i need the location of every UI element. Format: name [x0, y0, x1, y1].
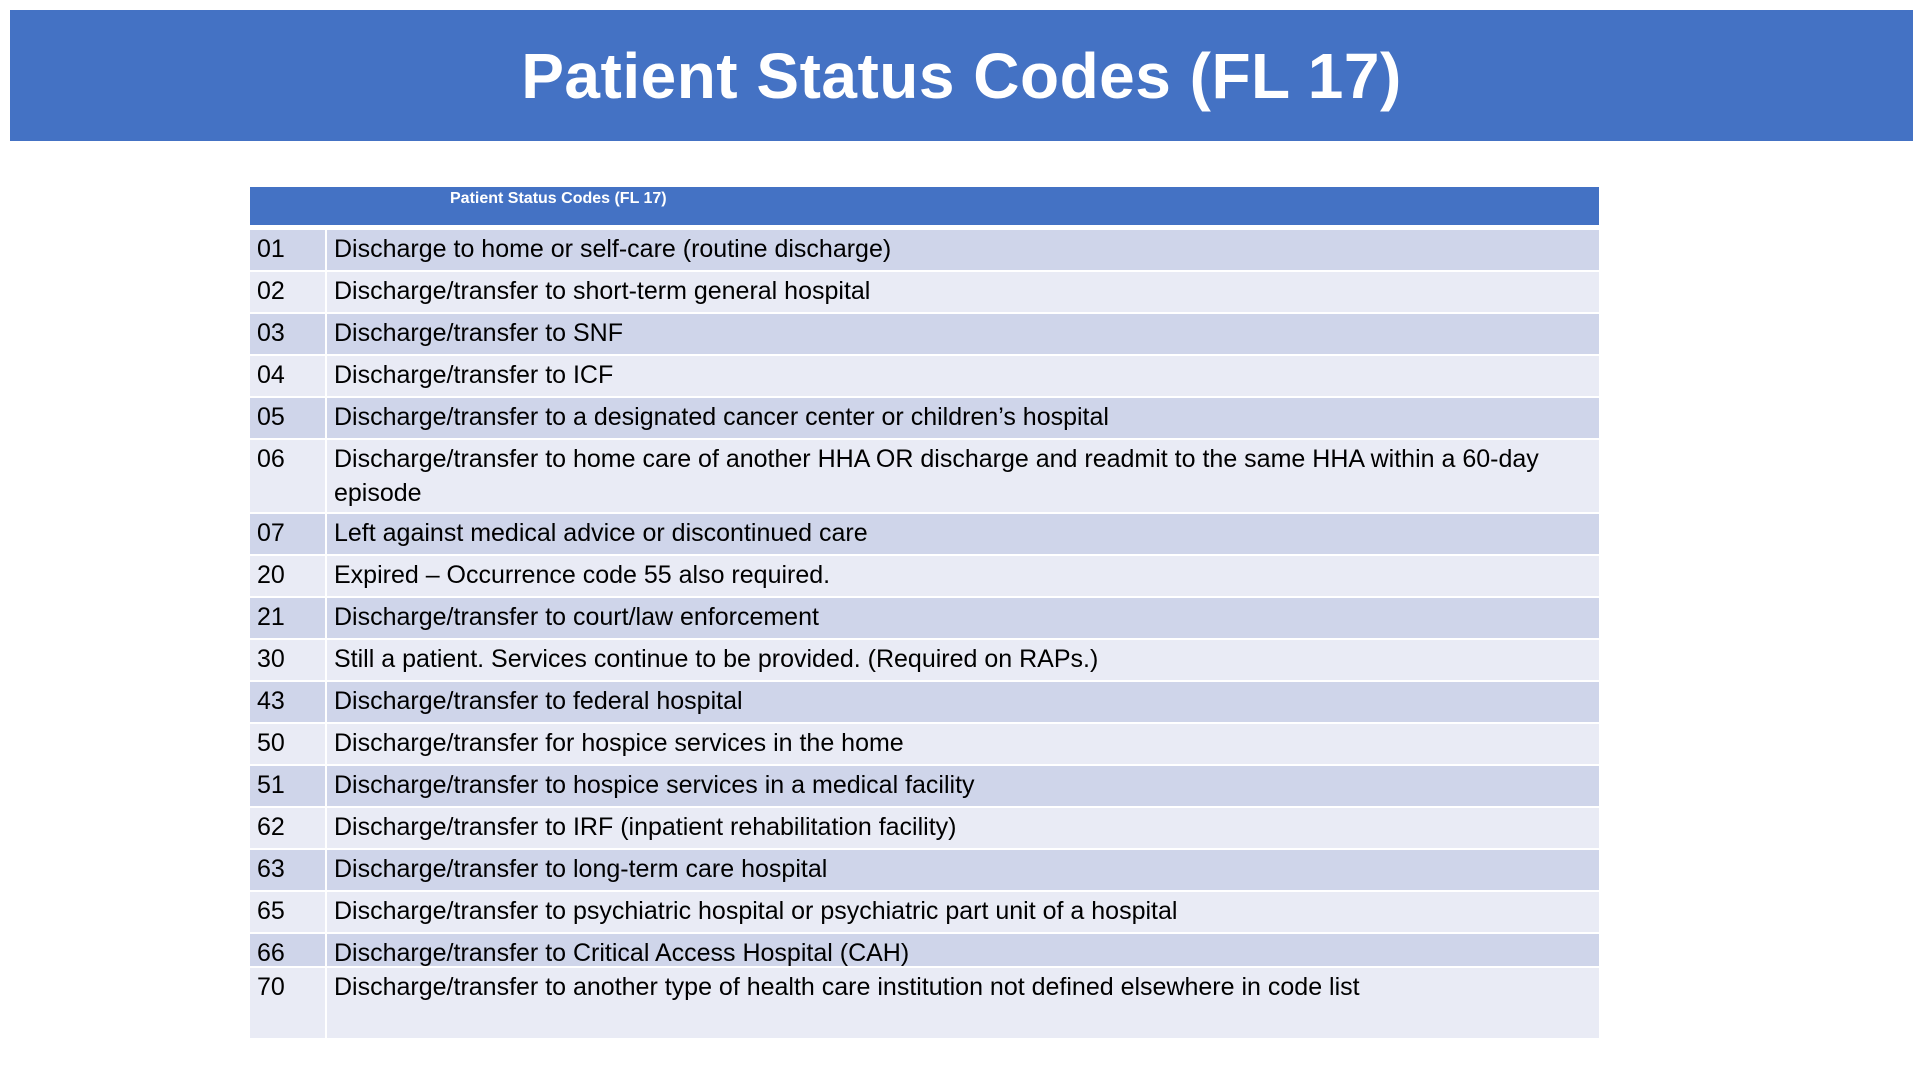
status-description: Discharge/transfer to long-term care hospital: [334, 855, 828, 883]
table-row: [250, 514, 1599, 556]
status-code: 21: [250, 598, 327, 638]
table-row: [250, 892, 1599, 934]
status-code: 70: [250, 968, 327, 1038]
table-row: [250, 230, 1599, 272]
table-header-label: Patient Status Codes (FL 17): [450, 190, 667, 207]
status-code: 20: [250, 556, 327, 596]
table-row: [250, 640, 1599, 682]
status-description: Discharge/transfer to a designated cancer center or children’s hospital: [334, 403, 1109, 431]
table-row: [250, 766, 1599, 808]
status-description: Discharge/transfer to ICF: [334, 361, 614, 389]
status-code: 05: [250, 398, 327, 438]
slide-title: Patient Status Codes (FL 17): [521, 39, 1402, 112]
status-description: Discharge/transfer for hospice services in the home: [334, 729, 904, 757]
status-code: 50: [250, 724, 327, 764]
table-body: [250, 230, 1599, 1040]
status-code: 03: [250, 314, 327, 354]
status-code: 51: [250, 766, 327, 806]
status-description: Expired – Occurrence code 55 also required.: [334, 561, 831, 589]
status-code: 02: [250, 272, 327, 312]
table-row: [250, 682, 1599, 724]
status-description: Discharge/transfer to federal hospital: [334, 687, 743, 715]
status-code: 43: [250, 682, 327, 722]
status-description: Discharge/transfer to IRF (inpatient rehabilitation facility): [334, 813, 957, 841]
status-description: Discharge/transfer to home care of another HHA OR discharge and readmit to the same HHA within a 60-day episode: [334, 445, 1539, 507]
table-row: [250, 934, 1599, 968]
status-description: Still a patient. Services continue to be provided. (Required on RAPs.): [334, 645, 1099, 673]
title-bar: [10, 10, 1913, 141]
status-description: Discharge/transfer to SNF: [334, 319, 623, 347]
status-code: 04: [250, 356, 327, 396]
table-row: [250, 808, 1599, 850]
table-header: [250, 187, 1599, 230]
table-row: [250, 598, 1599, 640]
status-code: 30: [250, 640, 327, 680]
table-row: [250, 314, 1599, 356]
table-row: [250, 724, 1599, 766]
status-code: 07: [250, 514, 327, 554]
status-code: 06: [250, 440, 327, 512]
status-code: 63: [250, 850, 327, 890]
table-row: [250, 556, 1599, 598]
table-row: [250, 850, 1599, 892]
table-row: [250, 968, 1599, 1040]
table-row: [250, 398, 1599, 440]
status-description: Discharge/transfer to Critical Access Hospital (CAH): [334, 939, 910, 967]
status-description: Left against medical advice or discontinued care: [334, 519, 868, 547]
status-description: Discharge/transfer to psychiatric hospital or psychiatric part unit of a hospital: [334, 897, 1178, 925]
status-description: Discharge/transfer to another type of health care institution not defined elsewhere in code list: [334, 973, 1360, 1001]
status-code: 65: [250, 892, 327, 932]
table-row: [250, 440, 1599, 514]
status-description: Discharge/transfer to court/law enforcement: [334, 603, 819, 631]
status-description: Discharge/transfer to hospice services in a medical facility: [334, 771, 975, 799]
status-code: 01: [250, 230, 327, 270]
status-codes-table: [250, 187, 1599, 1040]
status-description: Discharge/transfer to short-term general hospital: [334, 277, 871, 305]
status-code: 62: [250, 808, 327, 848]
status-code: 66: [250, 934, 327, 966]
table-row: [250, 356, 1599, 398]
table-row: [250, 272, 1599, 314]
status-description: Discharge to home or self-care (routine discharge): [334, 235, 892, 263]
